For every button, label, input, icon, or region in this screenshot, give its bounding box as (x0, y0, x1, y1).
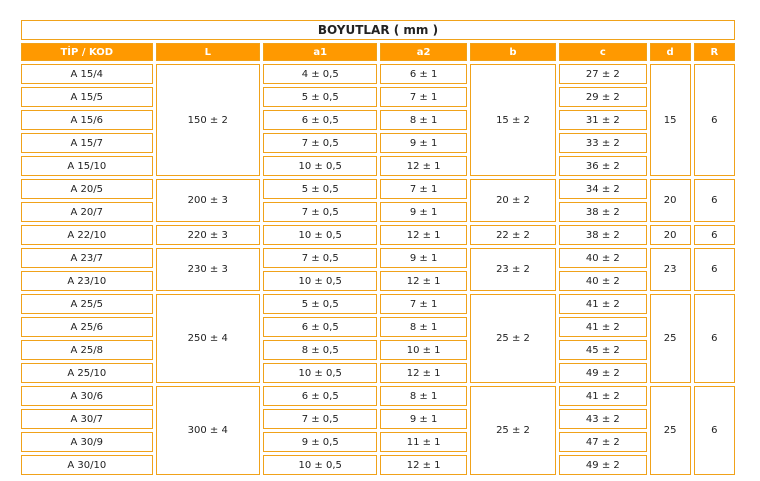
cell-r: 6 (694, 248, 735, 291)
cell-kod: A 20/7 (21, 202, 153, 222)
cell-c: 45 ± 2 (559, 340, 646, 360)
cell-a2: 7 ± 1 (380, 294, 466, 314)
header-tip-kod: TİP / KOD (21, 43, 153, 61)
cell-c: 27 ± 2 (559, 64, 646, 84)
cell-a1: 6 ± 0,5 (263, 110, 377, 130)
cell-kod: A 15/7 (21, 133, 153, 153)
table-row (21, 64, 735, 84)
table-row (21, 156, 735, 176)
header-l: L (156, 43, 260, 61)
cell-r: 6 (694, 386, 735, 475)
cell-c: 33 ± 2 (559, 133, 646, 153)
cell-kod: A 22/10 (21, 225, 153, 245)
cell-d: 25 (650, 386, 691, 475)
cell-a2: 10 ± 1 (380, 340, 466, 360)
table-row (21, 271, 735, 291)
cell-b: 25 ± 2 (470, 294, 556, 383)
table-row (21, 87, 735, 107)
cell-c: 38 ± 2 (559, 202, 646, 222)
cell-kod: A 23/10 (21, 271, 153, 291)
cell-a2: 12 ± 1 (380, 455, 466, 475)
cell-a1: 5 ± 0,5 (263, 294, 377, 314)
cell-a2: 9 ± 1 (380, 248, 466, 268)
cell-a2: 9 ± 1 (380, 409, 466, 429)
cell-d: 23 (650, 248, 691, 291)
cell-c: 47 ± 2 (559, 432, 646, 452)
cell-b: 23 ± 2 (470, 248, 556, 291)
cell-c: 31 ± 2 (559, 110, 646, 130)
cell-kod: A 20/5 (21, 179, 153, 199)
cell-l: 300 ± 4 (156, 386, 260, 475)
table-row (21, 225, 735, 245)
cell-a2: 7 ± 1 (380, 179, 466, 199)
cell-a2: 12 ± 1 (380, 271, 466, 291)
cell-a1: 10 ± 0,5 (263, 363, 377, 383)
header-a1: a1 (263, 43, 377, 61)
cell-a1: 5 ± 0,5 (263, 87, 377, 107)
cell-a1: 6 ± 0,5 (263, 317, 377, 337)
cell-a1: 10 ± 0,5 (263, 455, 377, 475)
table-row (21, 202, 735, 222)
cell-l: 250 ± 4 (156, 294, 260, 383)
cell-r: 6 (694, 179, 735, 222)
cell-c: 41 ± 2 (559, 294, 646, 314)
cell-d: 15 (650, 64, 691, 176)
cell-c: 36 ± 2 (559, 156, 646, 176)
cell-c: 49 ± 2 (559, 455, 646, 475)
cell-a1: 9 ± 0,5 (263, 432, 377, 452)
cell-kod: A 25/5 (21, 294, 153, 314)
cell-c: 38 ± 2 (559, 225, 646, 245)
cell-a1: 7 ± 0,5 (263, 202, 377, 222)
cell-l: 200 ± 3 (156, 179, 260, 222)
cell-c: 43 ± 2 (559, 409, 646, 429)
table-body (21, 64, 735, 475)
cell-d: 25 (650, 294, 691, 383)
cell-a1: 8 ± 0,5 (263, 340, 377, 360)
cell-kod: A 25/8 (21, 340, 153, 360)
cell-a2: 12 ± 1 (380, 363, 466, 383)
cell-a2: 6 ± 1 (380, 64, 466, 84)
header-a2: a2 (380, 43, 466, 61)
header-r: R (694, 43, 735, 61)
cell-a2: 9 ± 1 (380, 202, 466, 222)
table-row (21, 294, 735, 314)
cell-kod: A 23/7 (21, 248, 153, 268)
cell-r: 6 (694, 225, 735, 245)
cell-a1: 7 ± 0,5 (263, 133, 377, 153)
cell-l: 150 ± 2 (156, 64, 260, 176)
cell-a2: 12 ± 1 (380, 225, 466, 245)
table-row (21, 386, 735, 406)
cell-a2: 8 ± 1 (380, 317, 466, 337)
cell-c: 34 ± 2 (559, 179, 646, 199)
cell-a1: 10 ± 0,5 (263, 156, 377, 176)
cell-a1: 7 ± 0,5 (263, 248, 377, 268)
cell-c: 41 ± 2 (559, 386, 646, 406)
cell-kod: A 15/4 (21, 64, 153, 84)
table-row (21, 409, 735, 429)
table-title: BOYUTLAR ( mm ) (21, 20, 735, 40)
table-row (21, 455, 735, 475)
table-row (21, 340, 735, 360)
cell-a2: 9 ± 1 (380, 133, 466, 153)
cell-c: 40 ± 2 (559, 271, 646, 291)
table-row (21, 317, 735, 337)
cell-b: 20 ± 2 (470, 179, 556, 222)
cell-d: 20 (650, 179, 691, 222)
cell-b: 25 ± 2 (470, 386, 556, 475)
cell-kod: A 15/10 (21, 156, 153, 176)
header-row (21, 43, 735, 61)
cell-r: 6 (694, 294, 735, 383)
table-row (21, 363, 735, 383)
header-d: d (650, 43, 691, 61)
cell-kod: A 15/5 (21, 87, 153, 107)
cell-c: 40 ± 2 (559, 248, 646, 268)
table-row (21, 248, 735, 268)
cell-a1: 6 ± 0,5 (263, 386, 377, 406)
header-c: c (559, 43, 646, 61)
table-row (21, 133, 735, 153)
dimensions-table (18, 17, 738, 478)
cell-kod: A 30/10 (21, 455, 153, 475)
cell-c: 41 ± 2 (559, 317, 646, 337)
cell-a2: 12 ± 1 (380, 156, 466, 176)
cell-kod: A 25/10 (21, 363, 153, 383)
cell-l: 230 ± 3 (156, 248, 260, 291)
cell-kod: A 25/6 (21, 317, 153, 337)
cell-b: 22 ± 2 (470, 225, 556, 245)
cell-a2: 8 ± 1 (380, 386, 466, 406)
cell-a1: 10 ± 0,5 (263, 225, 377, 245)
table-row (21, 110, 735, 130)
cell-d: 20 (650, 225, 691, 245)
cell-c: 49 ± 2 (559, 363, 646, 383)
cell-l: 220 ± 3 (156, 225, 260, 245)
cell-b: 15 ± 2 (470, 64, 556, 176)
cell-kod: A 30/7 (21, 409, 153, 429)
header-b: b (470, 43, 556, 61)
cell-a1: 7 ± 0,5 (263, 409, 377, 429)
cell-kod: A 15/6 (21, 110, 153, 130)
cell-a2: 8 ± 1 (380, 110, 466, 130)
table-row (21, 432, 735, 452)
cell-a1: 4 ± 0,5 (263, 64, 377, 84)
cell-r: 6 (694, 64, 735, 176)
table-row (21, 179, 735, 199)
cell-kod: A 30/9 (21, 432, 153, 452)
cell-kod: A 30/6 (21, 386, 153, 406)
cell-a1: 5 ± 0,5 (263, 179, 377, 199)
cell-a2: 11 ± 1 (380, 432, 466, 452)
cell-a2: 7 ± 1 (380, 87, 466, 107)
cell-a1: 10 ± 0,5 (263, 271, 377, 291)
cell-c: 29 ± 2 (559, 87, 646, 107)
